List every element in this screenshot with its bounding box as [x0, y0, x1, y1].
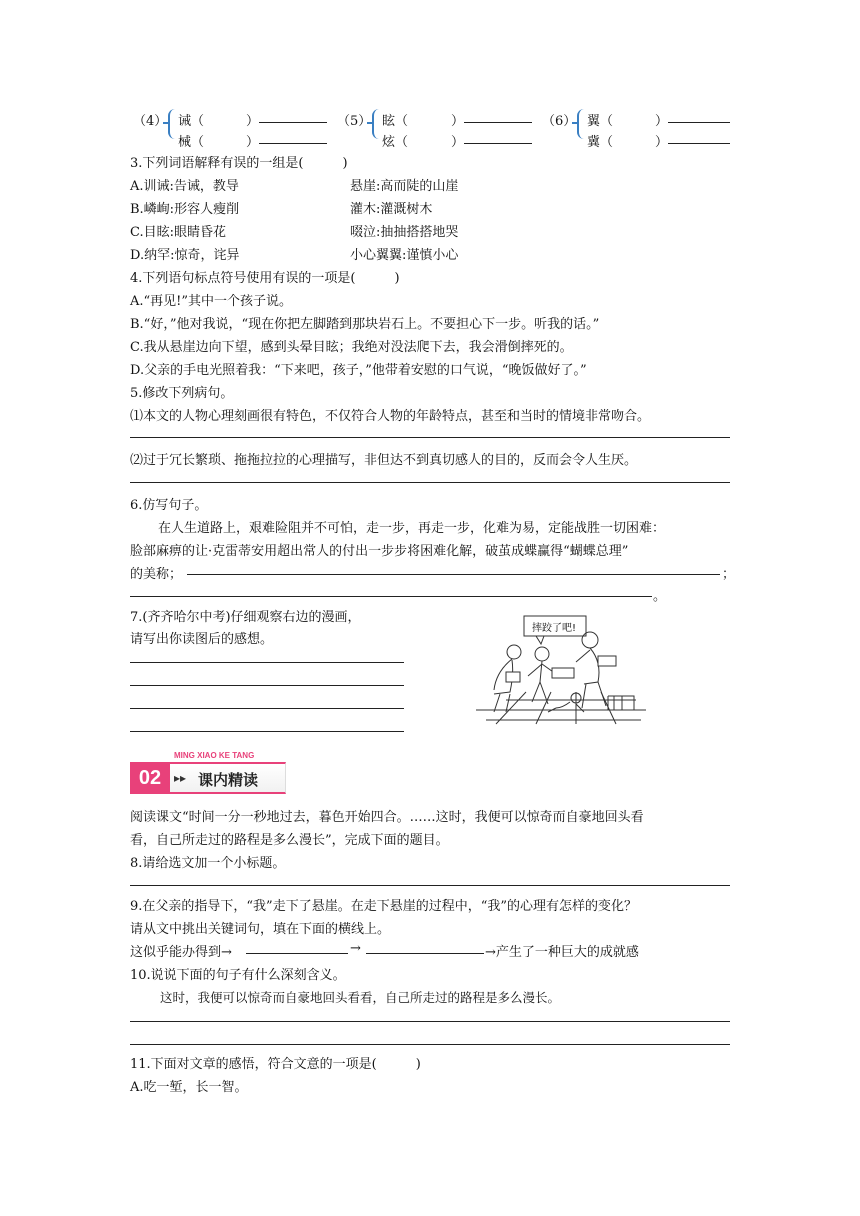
q3-option-d-right: 小心翼翼:谨慎小心 [350, 248, 459, 263]
q3-option-b-right: 灌木:灌溉树木 [350, 202, 433, 217]
q2-num-5: （5） [337, 114, 372, 129]
q2-char-b: 冀（ [587, 135, 614, 150]
q10-stem: 10.说说下面的句子有什么深刻含义。 [130, 968, 346, 983]
answer-line[interactable] [130, 662, 404, 663]
q9-stem-2: 请从文中挑出关键词句，填在下面的横线上。 [130, 922, 391, 937]
double-arrow-icon: ▸▸ [174, 771, 187, 785]
q3-option-a-right: 悬崖:高而陡的山崖 [350, 179, 459, 194]
q2-close-a: ） [246, 114, 260, 129]
answer-line[interactable] [130, 685, 404, 686]
q7-stem-2: 请写出你读图后的感想。 [130, 632, 274, 647]
answer-blank[interactable] [246, 953, 348, 954]
cartoon-sign-text: 摔跤了吧! [532, 623, 577, 634]
reading-intro-1: 阅读课文“时间一分一秒地过去，暮色开始四合。……这时，我便可以惊奇而自豪地回头看 [130, 810, 644, 825]
q2-close-b: ） [655, 135, 669, 150]
answer-line[interactable] [130, 1044, 730, 1045]
q3-option-c-right: 啜泣:抽抽搭搭地哭 [350, 225, 459, 240]
q2-char-a: 翼（ [587, 114, 614, 129]
answer-blank[interactable] [668, 122, 730, 123]
q4-stem: 4.下列语句标点符号使用有误的一项是( ) [130, 271, 400, 286]
q5-sentence-2: ⑵过于冗长繁琐、拖拖拉拉的心理描写，非但达不到真切感人的目的，反而会令人生厌。 [130, 453, 638, 468]
q4-option-d: D.父亲的手电光照着我：“下来吧，孩子，”他带着安慰的口气说，“晚饭做好了。” [130, 363, 587, 378]
answer-blank[interactable] [259, 143, 327, 144]
brace-icon [372, 109, 381, 139]
answer-blank[interactable] [464, 122, 532, 123]
reading-intro-2: 看，自己所走过的路程是多么漫长”，完成下面的题目。 [130, 833, 449, 848]
q2-char-b: 械（ [178, 135, 205, 150]
answer-blank[interactable] [366, 953, 484, 954]
answer-line[interactable] [130, 708, 404, 709]
q2-char-b: 炫（ [382, 135, 409, 150]
q3-option-a-left: A.训诫:告诫，教导 [130, 179, 239, 194]
q9-chain-end: →产生了一种巨大的成就感 [485, 945, 639, 960]
q9-chain-start: 这似乎能办得到→ [130, 945, 232, 960]
q6-line-2: 脸部麻痹的让·克雷蒂安用超出常人的付出一步步将困难化解，破茧成蝶赢得“蝴蝶总理” [130, 544, 629, 559]
q4-option-a: A.“再见!”其中一个孩子说。 [130, 294, 293, 309]
answer-line[interactable] [130, 482, 730, 483]
answer-line[interactable] [130, 1021, 730, 1022]
answer-blank[interactable] [668, 143, 730, 144]
q4-option-b: B.“好，”他对我说，“现在你把左脚踏到那块岩石上。不要担心下一步。听我的话。” [130, 317, 600, 332]
answer-blank[interactable] [464, 143, 532, 144]
q3-option-d-left: D.纳罕:惊奇，诧异 [130, 248, 240, 263]
q3-stem: 3.下列词语解释有误的一组是( ) [130, 156, 348, 171]
q5-stem: 5.修改下列病句。 [130, 386, 234, 401]
q2-char-a: 诫（ [178, 114, 205, 129]
section-number: 02 [130, 762, 170, 794]
q2-char-a: 眩（ [382, 114, 409, 129]
q9-stem-1: 9.在父亲的指导下，“我”走下了悬崖。在走下悬崖的过程中，“我”的心理有怎样的变化？ [130, 899, 637, 914]
section-banner [170, 762, 286, 794]
answer-line[interactable] [130, 885, 730, 886]
section-title: 课内精读 [198, 771, 259, 789]
q3-option-b-left: B.嶙峋:形容人瘦削 [130, 202, 240, 217]
q2-close-a: ） [655, 114, 669, 129]
q6-line-3-end: ； [722, 567, 736, 582]
q6-line-4-end: 。 [653, 589, 667, 604]
brace-icon [168, 109, 177, 139]
brace-icon [577, 109, 586, 139]
q4-option-c: C.我从悬崖边向下望，感到头晕目眩；我绝对没法爬下去，我会滑倒摔死的。 [130, 340, 573, 355]
q2-num-4: （4） [133, 114, 168, 129]
answer-line[interactable] [130, 437, 730, 438]
answer-blank[interactable] [259, 122, 327, 123]
q6-line-3-start: 的美称； [130, 567, 183, 582]
q9-arrow: → [350, 941, 361, 956]
q11-option-a: A.吃一堑，长一智。 [130, 1080, 248, 1095]
q6-line-1: 在人生道路上，艰难险阻并不可怕，走一步，再走一步，化难为易，定能战胜一切困难： [158, 521, 666, 536]
q2-num-6: （6） [542, 114, 577, 129]
q3-option-c-left: C.目眩:眼睛昏花 [130, 225, 226, 240]
answer-line[interactable] [187, 574, 720, 575]
q2-close-b: ） [246, 135, 260, 150]
q8-stem: 8.请给选文加一个小标题。 [130, 856, 286, 871]
answer-line[interactable] [130, 596, 652, 597]
section-brand: MING XIAO KE TANG [174, 751, 255, 760]
q2-close-a: ） [451, 114, 465, 129]
answer-line[interactable] [130, 731, 404, 732]
q7-stem: 7.(齐齐哈尔中考)仔细观察右边的漫画， [130, 610, 361, 625]
q5-sentence-1: ⑴本文的人物心理刻画很有特色，不仅符合人物的年龄特点，甚至和当时的情境非常吻合。 [130, 409, 651, 424]
q11-stem: 11.下面对文章的感悟，符合文意的一项是( ) [130, 1057, 421, 1072]
q6-stem: 6.仿写句子。 [130, 498, 208, 513]
q10-quote: 这时，我便可以惊奇而自豪地回头看看，自己所走过的路程是多么漫长。 [160, 990, 561, 1005]
cartoon-illustration [466, 612, 652, 726]
q2-close-b: ） [451, 135, 465, 150]
